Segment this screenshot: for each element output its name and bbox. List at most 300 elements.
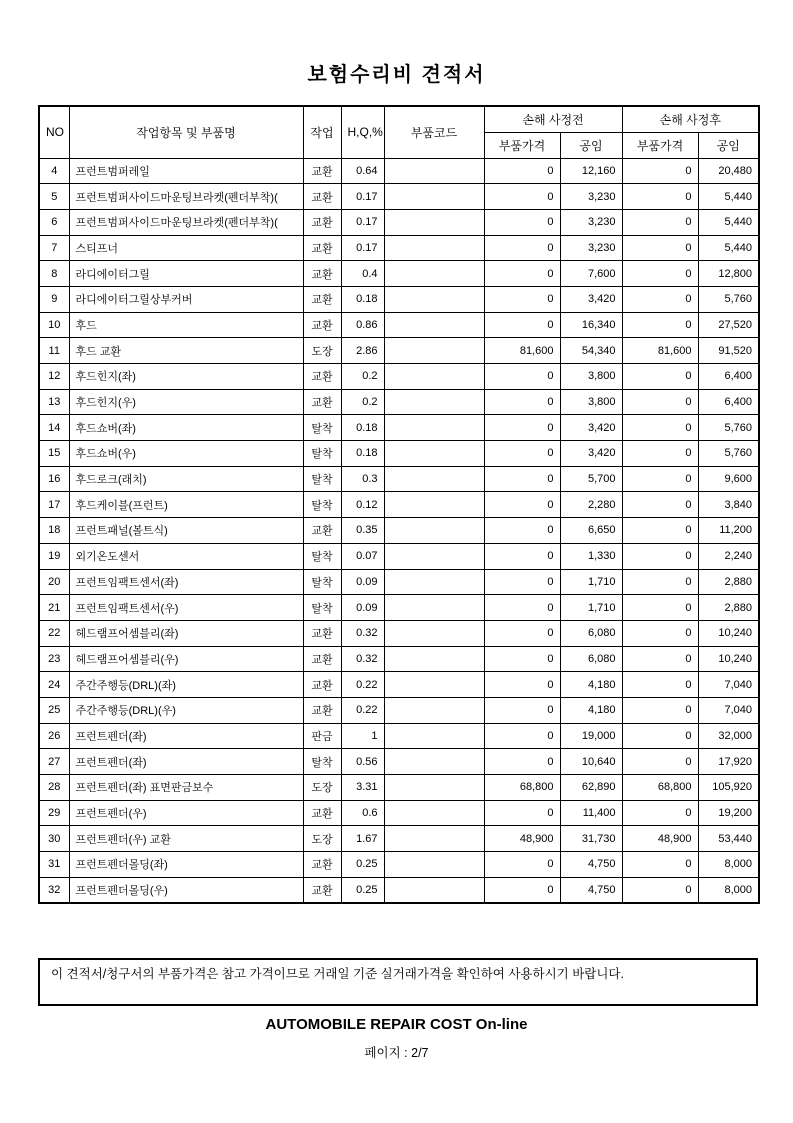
row-no: 22 xyxy=(39,620,69,646)
table-row xyxy=(39,184,759,210)
row-hq-value: 0.4 xyxy=(341,261,384,287)
row-before-part: 0 xyxy=(484,620,560,646)
row-before-part: 0 xyxy=(484,312,560,338)
table-row xyxy=(39,569,759,595)
table-row xyxy=(39,826,759,852)
row-before-part: 0 xyxy=(484,800,560,826)
row-part-code xyxy=(384,158,484,184)
row-after-labor: 6,400 xyxy=(698,389,759,415)
row-work-type: 교환 xyxy=(303,235,341,261)
row-part-code xyxy=(384,312,484,338)
row-part-code xyxy=(384,852,484,878)
row-no: 8 xyxy=(39,261,69,287)
row-before-part: 0 xyxy=(484,389,560,415)
table-row xyxy=(39,209,759,235)
row-no: 5 xyxy=(39,184,69,210)
row-before-part: 68,800 xyxy=(484,775,560,801)
row-after-labor: 5,440 xyxy=(698,184,759,210)
page-number: 페이지 : 2/7 xyxy=(364,1046,429,1060)
table-row xyxy=(39,646,759,672)
row-item-name: 프런트패널(볼트식) xyxy=(69,518,303,544)
row-after-part: 0 xyxy=(622,877,698,903)
header-before-group: 손해 사정전 xyxy=(484,106,622,132)
row-part-code xyxy=(384,595,484,621)
row-after-part: 0 xyxy=(622,697,698,723)
table-row xyxy=(39,466,759,492)
row-after-part: 0 xyxy=(622,286,698,312)
row-after-part: 0 xyxy=(622,364,698,390)
row-before-labor: 3,420 xyxy=(560,441,622,467)
row-item-name: 프런트범퍼사이드마운팅브라켓(펜더부착)( xyxy=(69,184,303,210)
row-work-type: 교환 xyxy=(303,672,341,698)
row-part-code xyxy=(384,492,484,518)
row-item-name: 프런트펜더(좌) xyxy=(69,749,303,775)
row-before-labor: 16,340 xyxy=(560,312,622,338)
row-hq-value: 0.17 xyxy=(341,184,384,210)
table-row xyxy=(39,697,759,723)
table-row xyxy=(39,286,759,312)
table-row xyxy=(39,364,759,390)
row-no: 29 xyxy=(39,800,69,826)
row-part-code xyxy=(384,466,484,492)
row-item-name: 외기온도센서 xyxy=(69,543,303,569)
header-part-code: 부품코드 xyxy=(384,106,484,158)
row-after-labor: 17,920 xyxy=(698,749,759,775)
row-after-part: 0 xyxy=(622,235,698,261)
row-hq-value: 0.18 xyxy=(341,286,384,312)
row-work-type: 교환 xyxy=(303,697,341,723)
row-after-labor: 2,880 xyxy=(698,569,759,595)
row-work-type: 판금 xyxy=(303,723,341,749)
row-after-labor: 10,240 xyxy=(698,646,759,672)
row-no: 13 xyxy=(39,389,69,415)
row-after-part: 0 xyxy=(622,543,698,569)
row-work-type: 교환 xyxy=(303,312,341,338)
row-item-name: 후드케이블(프런트) xyxy=(69,492,303,518)
table-header xyxy=(39,106,759,158)
header-no: NO xyxy=(39,106,69,158)
row-no: 18 xyxy=(39,518,69,544)
row-no: 17 xyxy=(39,492,69,518)
table-row xyxy=(39,877,759,903)
row-part-code xyxy=(384,441,484,467)
row-part-code xyxy=(384,543,484,569)
row-part-code xyxy=(384,723,484,749)
row-before-labor: 54,340 xyxy=(560,338,622,364)
row-before-labor: 3,230 xyxy=(560,235,622,261)
row-before-part: 0 xyxy=(484,646,560,672)
row-item-name: 프런트펜더몰딩(좌) xyxy=(69,852,303,878)
row-part-code xyxy=(384,775,484,801)
row-before-part: 0 xyxy=(484,543,560,569)
row-after-part: 0 xyxy=(622,492,698,518)
row-part-code xyxy=(384,286,484,312)
row-no: 11 xyxy=(39,338,69,364)
row-work-type: 교환 xyxy=(303,209,341,235)
row-work-type: 탈착 xyxy=(303,569,341,595)
row-after-labor: 8,000 xyxy=(698,852,759,878)
table-row xyxy=(39,543,759,569)
row-after-labor: 5,440 xyxy=(698,209,759,235)
row-item-name: 스티프너 xyxy=(69,235,303,261)
row-work-type: 탈착 xyxy=(303,466,341,492)
row-before-part: 0 xyxy=(484,184,560,210)
row-hq-value: 0.86 xyxy=(341,312,384,338)
table-row xyxy=(39,800,759,826)
row-before-labor: 3,800 xyxy=(560,364,622,390)
row-no: 21 xyxy=(39,595,69,621)
table-row xyxy=(39,672,759,698)
row-before-labor: 2,280 xyxy=(560,492,622,518)
row-before-labor: 3,420 xyxy=(560,415,622,441)
row-after-labor: 2,880 xyxy=(698,595,759,621)
row-item-name: 프런트펜더(우) 교환 xyxy=(69,826,303,852)
row-after-labor: 12,800 xyxy=(698,261,759,287)
row-no: 28 xyxy=(39,775,69,801)
table-row xyxy=(39,620,759,646)
row-after-part: 81,600 xyxy=(622,338,698,364)
row-no: 23 xyxy=(39,646,69,672)
row-after-part: 0 xyxy=(622,852,698,878)
row-no: 27 xyxy=(39,749,69,775)
row-work-type: 도장 xyxy=(303,775,341,801)
row-before-part: 0 xyxy=(484,286,560,312)
row-hq-value: 0.18 xyxy=(341,441,384,467)
row-hq-value: 0.22 xyxy=(341,672,384,698)
row-before-part: 0 xyxy=(484,441,560,467)
row-after-part: 0 xyxy=(622,800,698,826)
row-item-name: 후드 xyxy=(69,312,303,338)
row-after-part: 0 xyxy=(622,158,698,184)
row-work-type: 탈착 xyxy=(303,595,341,621)
header-after-group: 손해 사정후 xyxy=(622,106,759,132)
row-hq-value: 0.35 xyxy=(341,518,384,544)
row-work-type: 교환 xyxy=(303,184,341,210)
row-hq-value: 0.2 xyxy=(341,364,384,390)
row-part-code xyxy=(384,261,484,287)
row-part-code xyxy=(384,235,484,261)
row-hq-value: 0.56 xyxy=(341,749,384,775)
table-row xyxy=(39,852,759,878)
row-after-part: 0 xyxy=(622,672,698,698)
row-work-type: 교환 xyxy=(303,620,341,646)
row-before-labor: 4,750 xyxy=(560,877,622,903)
row-after-part: 0 xyxy=(622,620,698,646)
row-part-code xyxy=(384,364,484,390)
row-hq-value: 0.09 xyxy=(341,595,384,621)
row-part-code xyxy=(384,697,484,723)
row-after-part: 0 xyxy=(622,389,698,415)
row-part-code xyxy=(384,569,484,595)
table-row xyxy=(39,518,759,544)
row-part-code xyxy=(384,184,484,210)
row-after-part: 0 xyxy=(622,749,698,775)
row-before-part: 0 xyxy=(484,852,560,878)
row-no: 15 xyxy=(39,441,69,467)
row-work-type: 교환 xyxy=(303,364,341,390)
row-part-code xyxy=(384,338,484,364)
row-before-labor: 7,600 xyxy=(560,261,622,287)
row-before-part: 0 xyxy=(484,492,560,518)
table-body xyxy=(39,158,759,903)
row-before-part: 0 xyxy=(484,723,560,749)
row-before-labor: 3,800 xyxy=(560,389,622,415)
row-before-labor: 12,160 xyxy=(560,158,622,184)
row-part-code xyxy=(384,620,484,646)
header-item: 작업항목 및 부품명 xyxy=(69,106,303,158)
row-after-labor: 5,760 xyxy=(698,286,759,312)
row-work-type: 교환 xyxy=(303,800,341,826)
row-item-name: 후드로크(래치) xyxy=(69,466,303,492)
row-after-part: 48,900 xyxy=(622,826,698,852)
row-before-part: 0 xyxy=(484,415,560,441)
row-before-labor: 10,640 xyxy=(560,749,622,775)
row-after-labor: 9,600 xyxy=(698,466,759,492)
row-hq-value: 0.22 xyxy=(341,697,384,723)
row-work-type: 교환 xyxy=(303,852,341,878)
row-work-type: 탈착 xyxy=(303,441,341,467)
header-after-part-price: 부품가격 xyxy=(622,132,698,158)
row-item-name: 라디에이터그릴 xyxy=(69,261,303,287)
row-after-labor: 19,200 xyxy=(698,800,759,826)
row-before-part: 0 xyxy=(484,595,560,621)
row-before-labor: 1,710 xyxy=(560,569,622,595)
row-before-part: 0 xyxy=(484,158,560,184)
row-item-name: 프런트펜더(좌) xyxy=(69,723,303,749)
row-work-type: 교환 xyxy=(303,389,341,415)
table-row xyxy=(39,158,759,184)
row-part-code xyxy=(384,877,484,903)
row-hq-value: 0.64 xyxy=(341,158,384,184)
notice-box xyxy=(38,958,758,1006)
row-no: 25 xyxy=(39,697,69,723)
row-part-code xyxy=(384,646,484,672)
row-after-part: 0 xyxy=(622,312,698,338)
row-hq-value: 0.2 xyxy=(341,389,384,415)
row-after-labor: 5,760 xyxy=(698,415,759,441)
row-after-labor: 91,520 xyxy=(698,338,759,364)
row-after-labor: 3,840 xyxy=(698,492,759,518)
table-row xyxy=(39,338,759,364)
row-before-labor: 11,400 xyxy=(560,800,622,826)
table-row xyxy=(39,415,759,441)
row-hq-value: 0.12 xyxy=(341,492,384,518)
row-before-labor: 6,080 xyxy=(560,646,622,672)
row-before-part: 0 xyxy=(484,235,560,261)
row-after-part: 0 xyxy=(622,415,698,441)
row-item-name: 주간주행등(DRL)(좌) xyxy=(69,672,303,698)
row-after-part: 0 xyxy=(622,441,698,467)
header-before-labor: 공임 xyxy=(560,132,622,158)
row-before-part: 81,600 xyxy=(484,338,560,364)
row-after-labor: 6,400 xyxy=(698,364,759,390)
row-hq-value: 0.32 xyxy=(341,620,384,646)
row-hq-value: 0.17 xyxy=(341,235,384,261)
row-hq-value: 0.32 xyxy=(341,646,384,672)
row-after-labor: 5,760 xyxy=(698,441,759,467)
row-after-labor: 8,000 xyxy=(698,877,759,903)
header-before-part-price: 부품가격 xyxy=(484,132,560,158)
row-after-part: 0 xyxy=(622,569,698,595)
row-before-part: 0 xyxy=(484,877,560,903)
row-work-type: 탈착 xyxy=(303,749,341,775)
row-before-labor: 1,710 xyxy=(560,595,622,621)
row-work-type: 교환 xyxy=(303,877,341,903)
row-before-labor: 4,180 xyxy=(560,672,622,698)
row-after-labor: 53,440 xyxy=(698,826,759,852)
estimate-table xyxy=(38,105,760,904)
row-before-part: 0 xyxy=(484,209,560,235)
row-part-code xyxy=(384,389,484,415)
row-after-labor: 10,240 xyxy=(698,620,759,646)
row-before-labor: 1,330 xyxy=(560,543,622,569)
row-item-name: 프런트펜더(좌) 표면판금보수 xyxy=(69,775,303,801)
row-after-part: 68,800 xyxy=(622,775,698,801)
brand-title: AUTOMOBILE REPAIR COST On-line xyxy=(265,1016,528,1033)
row-hq-value: 3.31 xyxy=(341,775,384,801)
row-after-labor: 32,000 xyxy=(698,723,759,749)
row-after-labor: 105,920 xyxy=(698,775,759,801)
row-before-labor: 4,750 xyxy=(560,852,622,878)
row-item-name: 헤드램프어셈블리(우) xyxy=(69,646,303,672)
row-hq-value: 2.86 xyxy=(341,338,384,364)
table-row xyxy=(39,389,759,415)
table-row xyxy=(39,312,759,338)
row-after-labor: 2,240 xyxy=(698,543,759,569)
table-row xyxy=(39,595,759,621)
row-before-labor: 62,890 xyxy=(560,775,622,801)
row-no: 19 xyxy=(39,543,69,569)
row-part-code xyxy=(384,800,484,826)
header-hq: H,Q,% xyxy=(341,106,384,158)
row-work-type: 교환 xyxy=(303,286,341,312)
row-after-part: 0 xyxy=(622,595,698,621)
row-after-part: 0 xyxy=(622,184,698,210)
row-no: 14 xyxy=(39,415,69,441)
row-item-name: 후드쇼버(우) xyxy=(69,441,303,467)
row-before-part: 0 xyxy=(484,518,560,544)
row-after-part: 0 xyxy=(622,209,698,235)
row-no: 6 xyxy=(39,209,69,235)
header-after-labor: 공임 xyxy=(698,132,759,158)
row-hq-value: 0.25 xyxy=(341,877,384,903)
table-row xyxy=(39,723,759,749)
row-after-labor: 7,040 xyxy=(698,672,759,698)
row-hq-value: 0.18 xyxy=(341,415,384,441)
row-after-part: 0 xyxy=(622,723,698,749)
row-before-part: 0 xyxy=(484,672,560,698)
row-work-type: 탈착 xyxy=(303,415,341,441)
table-row xyxy=(39,261,759,287)
row-before-part: 0 xyxy=(484,749,560,775)
row-before-part: 0 xyxy=(484,364,560,390)
document-title: 보험수리비 견적서 xyxy=(307,64,486,86)
row-item-name: 프런트펜더몰딩(우) xyxy=(69,877,303,903)
notice-text: 이 견적서/청구서의 부품가격은 참고 가격이므로 거래일 기준 실거래가격을 확인하여 사용하시기 바랍니다. xyxy=(51,967,624,981)
row-after-labor: 27,520 xyxy=(698,312,759,338)
row-part-code xyxy=(384,672,484,698)
row-item-name: 프런트임팩트센서(좌) xyxy=(69,569,303,595)
row-hq-value: 0.25 xyxy=(341,852,384,878)
row-item-name: 주간주행등(DRL)(우) xyxy=(69,697,303,723)
row-no: 10 xyxy=(39,312,69,338)
table-row xyxy=(39,492,759,518)
header-row-groups xyxy=(39,106,759,132)
row-before-part: 0 xyxy=(484,697,560,723)
row-before-labor: 19,000 xyxy=(560,723,622,749)
table-row xyxy=(39,441,759,467)
row-item-name: 프런트범퍼사이드마운팅브라켓(펜더부착)( xyxy=(69,209,303,235)
row-before-labor: 6,650 xyxy=(560,518,622,544)
row-hq-value: 1 xyxy=(341,723,384,749)
row-no: 26 xyxy=(39,723,69,749)
row-hq-value: 0.09 xyxy=(341,569,384,595)
row-after-part: 0 xyxy=(622,646,698,672)
row-hq-value: 1.67 xyxy=(341,826,384,852)
row-item-name: 후드힌지(우) xyxy=(69,389,303,415)
row-no: 16 xyxy=(39,466,69,492)
row-hq-value: 0.07 xyxy=(341,543,384,569)
row-after-labor: 7,040 xyxy=(698,697,759,723)
row-no: 24 xyxy=(39,672,69,698)
row-work-type: 도장 xyxy=(303,338,341,364)
table-row xyxy=(39,749,759,775)
row-before-labor: 4,180 xyxy=(560,697,622,723)
row-before-labor: 31,730 xyxy=(560,826,622,852)
row-work-type: 교환 xyxy=(303,646,341,672)
row-part-code xyxy=(384,209,484,235)
row-item-name: 후드 교환 xyxy=(69,338,303,364)
row-item-name: 후드쇼버(좌) xyxy=(69,415,303,441)
row-part-code xyxy=(384,415,484,441)
row-work-type: 도장 xyxy=(303,826,341,852)
row-hq-value: 0.17 xyxy=(341,209,384,235)
row-item-name: 라디에이터그릴상부커버 xyxy=(69,286,303,312)
row-hq-value: 0.3 xyxy=(341,466,384,492)
row-part-code xyxy=(384,826,484,852)
row-no: 30 xyxy=(39,826,69,852)
row-part-code xyxy=(384,518,484,544)
row-before-labor: 6,080 xyxy=(560,620,622,646)
row-before-part: 0 xyxy=(484,261,560,287)
row-before-labor: 3,230 xyxy=(560,184,622,210)
table-row xyxy=(39,775,759,801)
row-after-part: 0 xyxy=(622,261,698,287)
row-item-name: 프런트범퍼레일 xyxy=(69,158,303,184)
row-after-labor: 20,480 xyxy=(698,158,759,184)
row-before-part: 0 xyxy=(484,466,560,492)
header-work: 작업 xyxy=(303,106,341,158)
row-no: 9 xyxy=(39,286,69,312)
row-before-part: 48,900 xyxy=(484,826,560,852)
row-work-type: 탈착 xyxy=(303,543,341,569)
row-no: 7 xyxy=(39,235,69,261)
row-item-name: 프런트펜더(우) xyxy=(69,800,303,826)
row-item-name: 프런트임팩트센서(우) xyxy=(69,595,303,621)
row-after-part: 0 xyxy=(622,466,698,492)
row-before-labor: 5,700 xyxy=(560,466,622,492)
row-hq-value: 0.6 xyxy=(341,800,384,826)
row-before-labor: 3,420 xyxy=(560,286,622,312)
row-work-type: 교환 xyxy=(303,158,341,184)
row-item-name: 후드힌지(좌) xyxy=(69,364,303,390)
row-after-labor: 5,440 xyxy=(698,235,759,261)
row-before-labor: 3,230 xyxy=(560,209,622,235)
row-no: 20 xyxy=(39,569,69,595)
row-no: 4 xyxy=(39,158,69,184)
row-no: 12 xyxy=(39,364,69,390)
row-part-code xyxy=(384,749,484,775)
